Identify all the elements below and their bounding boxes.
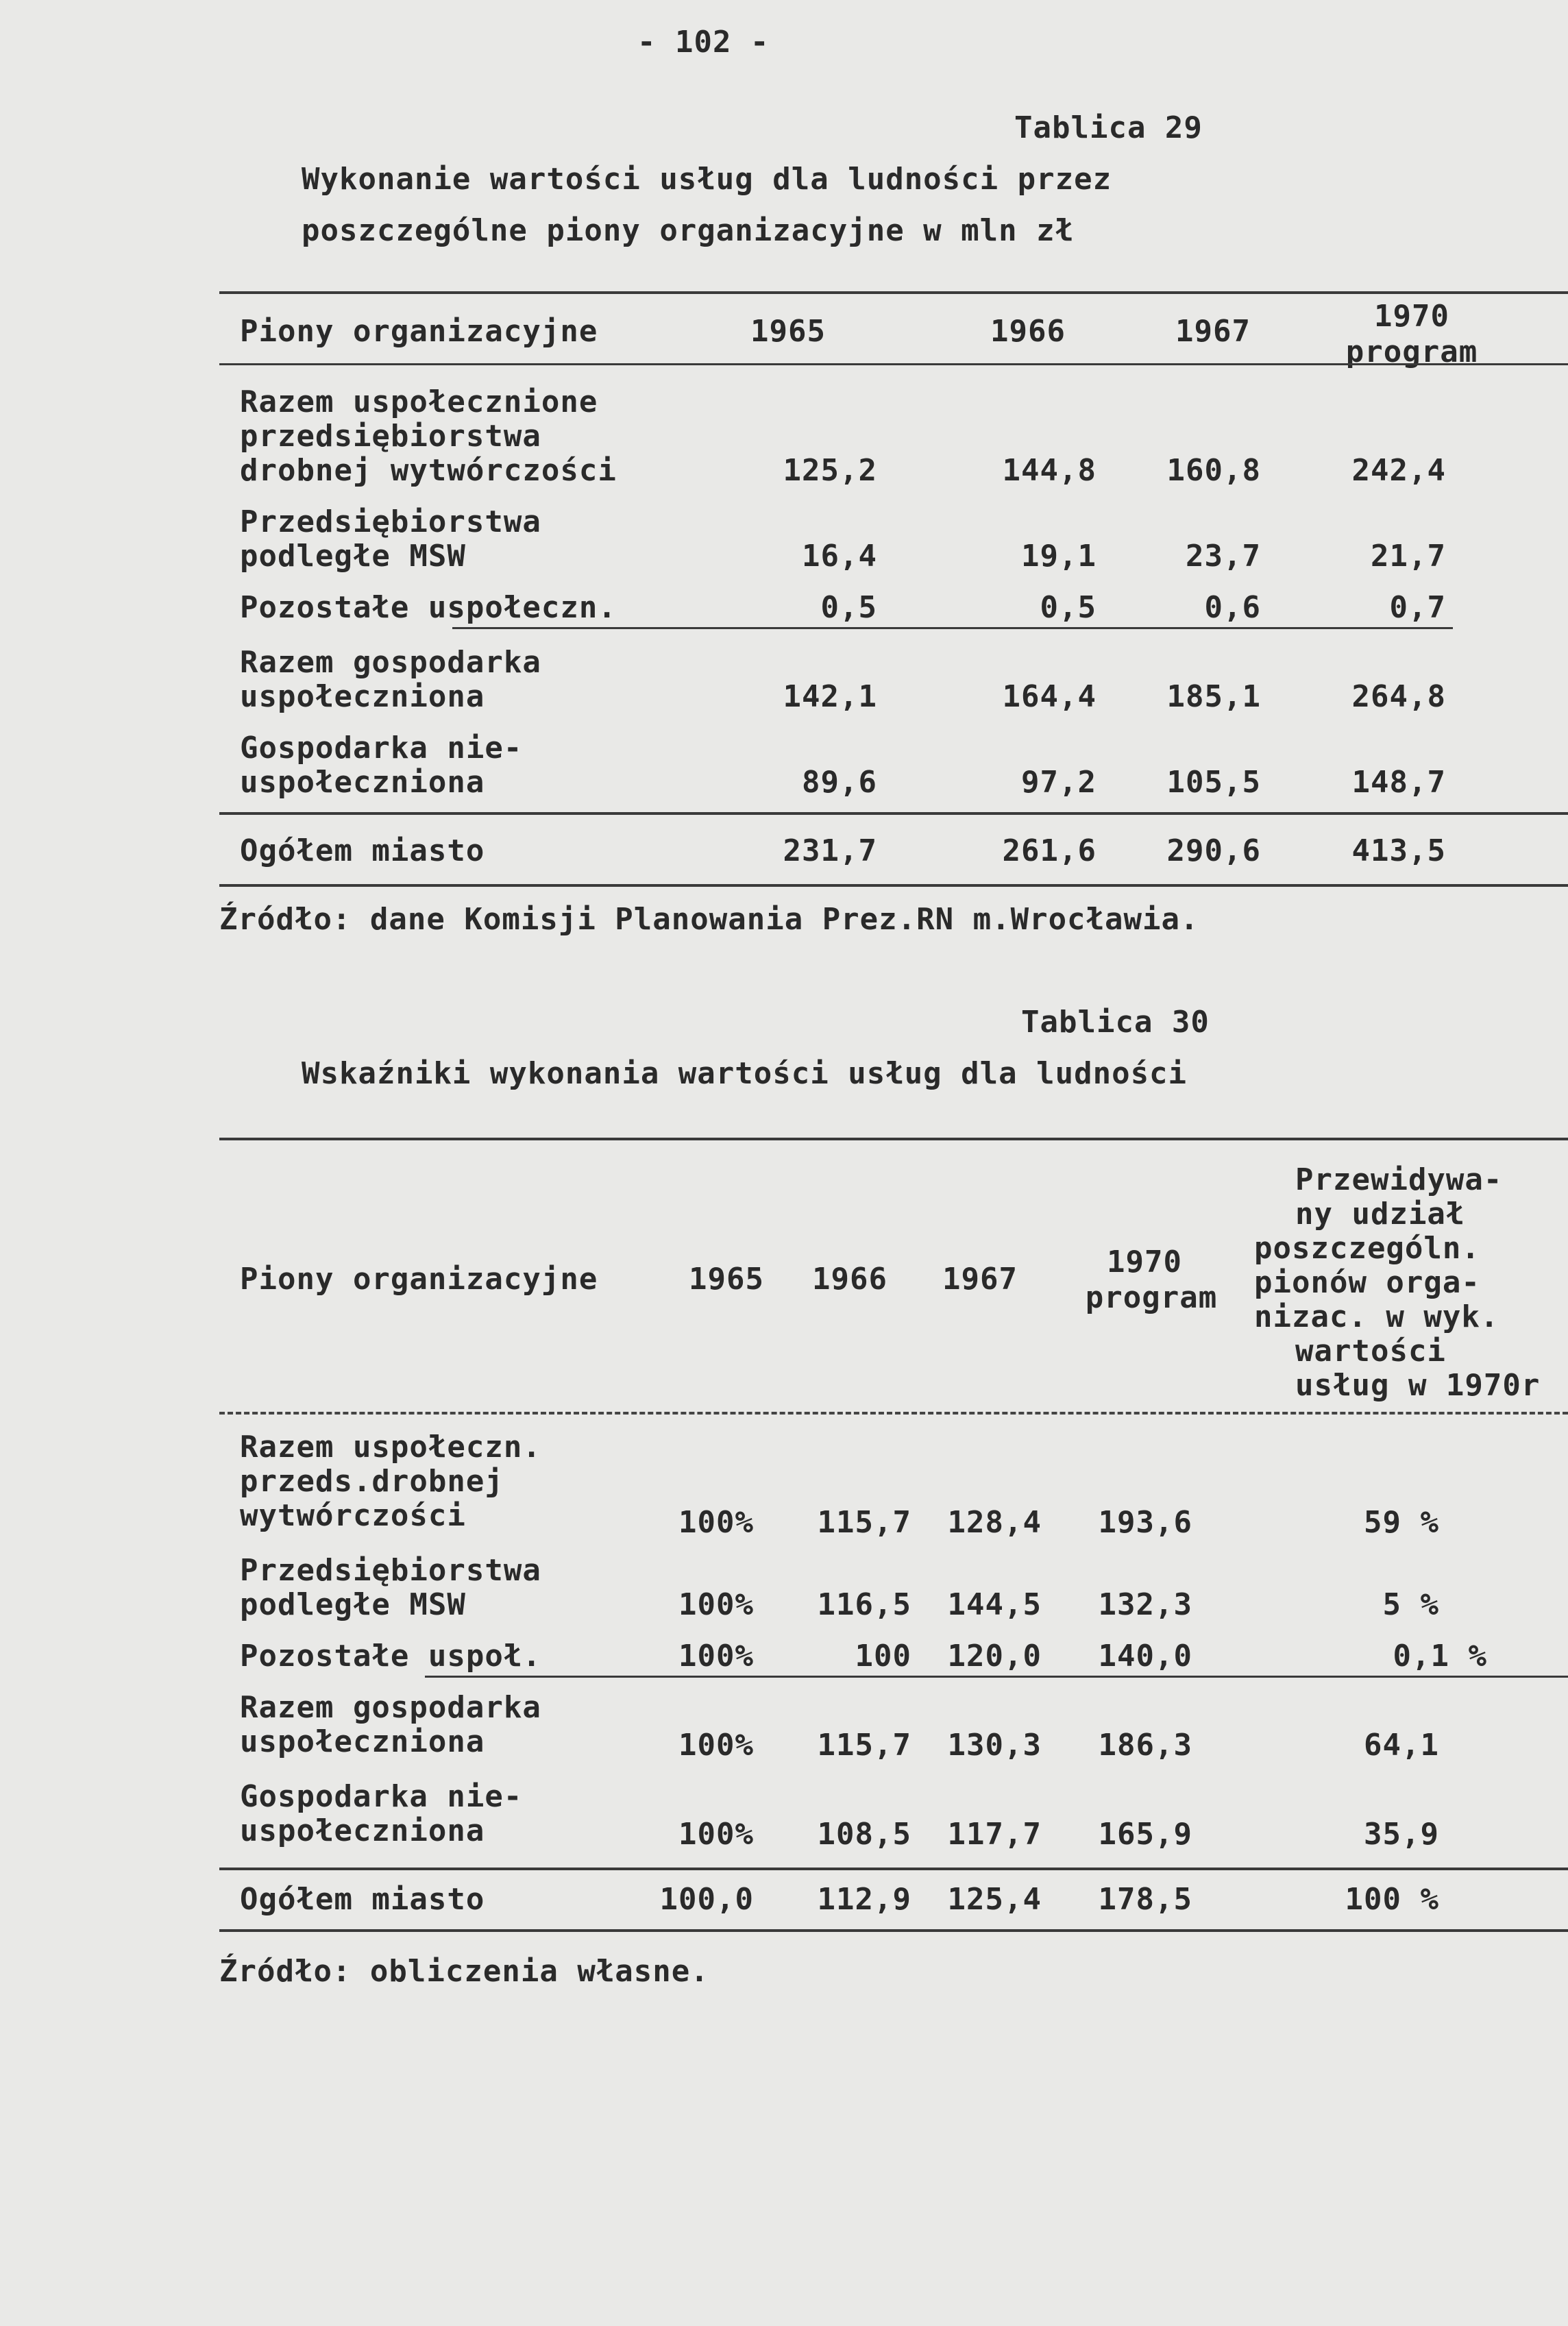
table-29-year-1966: 1966: [990, 314, 1066, 349]
table-29-row-label: podległe MSW: [240, 539, 466, 574]
table-29-row-label: drobnej wytwórczości: [240, 453, 617, 488]
table-30-cell: 108,5: [817, 1817, 911, 1852]
table-29-year-1970: 1970: [1374, 299, 1449, 334]
table-30-cell: 144,5: [947, 1587, 1042, 1622]
table-30-cell: 116,5: [817, 1587, 911, 1622]
table-29-cell: 231,7: [783, 833, 877, 868]
table-30-cell: 100 %: [1345, 1882, 1439, 1917]
table-30-row-label: podległe MSW: [240, 1587, 466, 1622]
table-30-row-label: Ogółem miasto: [240, 1882, 485, 1917]
table-30-cell: 0,1 %: [1393, 1639, 1487, 1674]
table-29-cell: 97,2: [1021, 765, 1097, 800]
table-29-cell: 290,6: [1166, 833, 1261, 868]
table-30-source: Źródło: obliczenia własne.: [219, 1954, 709, 1989]
table-29-cell: 21,7: [1371, 539, 1446, 574]
table-29-cell: 413,5: [1351, 833, 1446, 868]
table-30-cell: 112,9: [817, 1882, 911, 1917]
table-29-cell: 148,7: [1351, 765, 1446, 800]
table-29-year-1965: 1965: [750, 314, 826, 349]
table-29-cell: 164,4: [1002, 679, 1097, 714]
table-29-row-label: Przedsiębiorstwa: [240, 504, 541, 539]
table-29-top-rule: [219, 291, 1568, 294]
table-29-row-label: Razem gospodarka: [240, 645, 541, 680]
table-29-subtotal-rule: [452, 627, 1453, 629]
table-29-col-head: Piony organizacyjne: [240, 314, 598, 349]
table-30-cell: 140,0: [1098, 1639, 1192, 1674]
table-29-cell: 105,5: [1166, 765, 1261, 800]
table-29-cell: 160,8: [1166, 453, 1261, 488]
table-30-year-1966: 1966: [812, 1262, 887, 1297]
table-29-title-line-2: poszczególne piony organizacyjne w mln zł: [302, 213, 1075, 248]
table-29-year-1970-program: program: [1345, 334, 1478, 369]
table-30-total-rule: [219, 1868, 1568, 1870]
table-30-cell: 100%: [678, 1728, 754, 1763]
table-30-row-label: wytwórczości: [240, 1498, 466, 1533]
table-30-row-label: Przedsiębiorstwa: [240, 1553, 541, 1588]
table-29-year-1967: 1967: [1175, 314, 1251, 349]
table-29-cell: 242,4: [1351, 453, 1446, 488]
table-30-header-rule: [219, 1412, 1568, 1415]
table-30-top-rule: [219, 1138, 1568, 1140]
table-29-label: Tablica 29: [1014, 110, 1203, 145]
table-29-cell: 264,8: [1351, 679, 1446, 714]
table-29-cell: 185,1: [1166, 679, 1261, 714]
table-30-cell: 128,4: [947, 1505, 1042, 1540]
table-29-row-label: uspołeczniona: [240, 679, 485, 714]
table-29-cell: 16,4: [802, 539, 877, 574]
table-30-row-label: Gospodarka nie-: [240, 1779, 523, 1814]
table-30-row-label: uspołeczniona: [240, 1724, 485, 1759]
table-29-cell: 19,1: [1021, 539, 1097, 574]
table-30-year-1965: 1965: [689, 1262, 764, 1297]
table-30-year-1967: 1967: [942, 1262, 1018, 1297]
table-29-cell: 23,7: [1186, 539, 1261, 574]
table-30-cell: 100%: [678, 1505, 754, 1540]
table-29-cell: 142,1: [783, 679, 877, 714]
table-30-col-head: Piony organizacyjne: [240, 1262, 598, 1297]
table-29-cell: 0,5: [1040, 590, 1097, 625]
table-30-row-label: Razem uspołeczn.: [240, 1430, 541, 1465]
table-30-share-head: Przewidywa-: [1295, 1162, 1503, 1197]
table-30-cell: 100%: [678, 1639, 754, 1674]
table-30-row-label: przeds.drobnej: [240, 1464, 504, 1499]
table-30-share-head: wartości: [1295, 1334, 1446, 1369]
table-29-title-line-1: Wykonanie wartości usług dla ludności przez: [302, 162, 1112, 197]
table-30-cell: 35,9: [1364, 1817, 1439, 1852]
table-30-cell: 130,3: [947, 1728, 1042, 1763]
table-30-cell: 165,9: [1098, 1817, 1192, 1852]
table-29-cell: 0,7: [1389, 590, 1446, 625]
table-30-bottom-rule: [219, 1929, 1568, 1932]
table-30-year-1970: 1970: [1107, 1245, 1182, 1280]
table-30-cell: 5 %: [1382, 1587, 1439, 1622]
table-29-source: Źródło: dane Komisji Planowania Prez.RN m.Wrocławia.: [219, 902, 1199, 937]
table-29-bottom-rule: [219, 884, 1568, 887]
table-30-cell: 100: [855, 1639, 911, 1674]
table-30-cell: 125,4: [947, 1882, 1042, 1917]
table-30-subtotal-rule: [425, 1676, 1568, 1678]
table-30-share-head: ny udział: [1295, 1197, 1465, 1232]
page-number: - 102 -: [637, 25, 770, 60]
table-29-cell: 0,5: [820, 590, 877, 625]
table-29-cell: 89,6: [802, 765, 877, 800]
table-30-year-1970-program: program: [1085, 1280, 1218, 1315]
table-30-cell: 178,5: [1098, 1882, 1192, 1917]
table-30-label: Tablica 30: [1021, 1005, 1210, 1040]
table-29-cell: 0,6: [1204, 590, 1261, 625]
table-30-cell: 120,0: [947, 1639, 1042, 1674]
table-30-share-head: usług w 1970r: [1295, 1368, 1541, 1403]
table-29-row-label: Gospodarka nie-: [240, 731, 523, 766]
table-29-row-label: Pozostałe uspołeczn.: [240, 590, 617, 625]
table-30-cell: 64,1: [1364, 1728, 1439, 1763]
table-30-cell: 132,3: [1098, 1587, 1192, 1622]
table-29-row-label: Razem uspołecznione: [240, 384, 598, 419]
table-30-share-head: poszczególn.: [1254, 1231, 1480, 1266]
table-30-share-head: nizac. w wyk.: [1254, 1299, 1499, 1334]
table-30-row-label: Pozostałe uspoł.: [240, 1639, 541, 1674]
table-29-total-rule: [219, 812, 1568, 815]
table-30-row-label: Razem gospodarka: [240, 1690, 541, 1725]
table-30-cell: 115,7: [817, 1728, 911, 1763]
table-30-cell: 117,7: [947, 1817, 1042, 1852]
table-30-cell: 100%: [678, 1587, 754, 1622]
table-30-cell: 100,0: [659, 1882, 754, 1917]
table-30-cell: 59 %: [1364, 1505, 1439, 1540]
table-29-cell: 125,2: [783, 453, 877, 488]
table-30-row-label: uspołeczniona: [240, 1813, 485, 1848]
table-29-header-rule: [219, 363, 1568, 365]
table-29-row-label: uspołeczniona: [240, 765, 485, 800]
table-30-cell: 193,6: [1098, 1505, 1192, 1540]
table-30-share-head: pionów orga-: [1254, 1265, 1480, 1300]
table-29-cell: 144,8: [1002, 453, 1097, 488]
table-29-row-label: Ogółem miasto: [240, 833, 485, 868]
table-30-title: Wskaźniki wykonania wartości usług dla ludności: [302, 1056, 1188, 1091]
table-30-cell: 100%: [678, 1817, 754, 1852]
table-30-cell: 186,3: [1098, 1728, 1192, 1763]
table-29-cell: 261,6: [1002, 833, 1097, 868]
table-30-cell: 115,7: [817, 1505, 911, 1540]
table-29-row-label: przedsiębiorstwa: [240, 419, 541, 454]
